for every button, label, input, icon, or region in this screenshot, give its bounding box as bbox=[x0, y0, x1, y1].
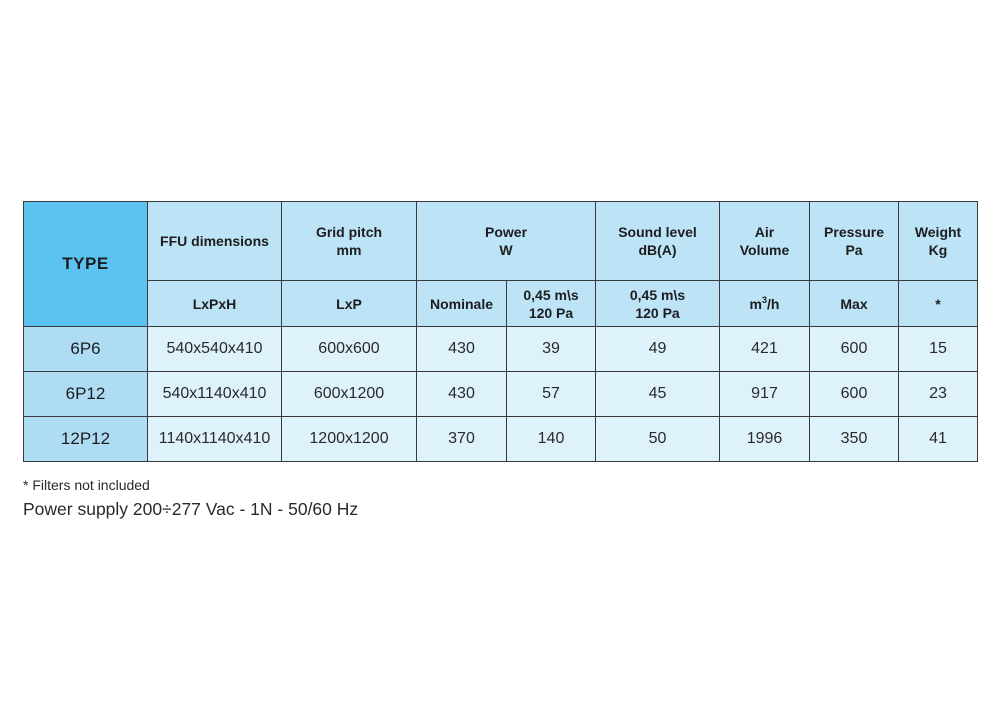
specifications-table bbox=[23, 201, 978, 462]
power-speed-cell: 57 bbox=[507, 372, 596, 417]
air-unit-tail: /h bbox=[767, 295, 780, 312]
type-header: TYPE bbox=[24, 202, 148, 327]
grid-cell: 1200x1200 bbox=[282, 417, 417, 462]
type-cell: 12P12 bbox=[24, 417, 148, 462]
grid-subheader: LxP bbox=[282, 281, 417, 327]
grid-pitch-unit: mm bbox=[336, 242, 362, 258]
weight-subheader: * bbox=[899, 281, 978, 327]
sound-cell: 50 bbox=[596, 417, 720, 462]
weight-label: Weight bbox=[914, 224, 962, 240]
power-speed-line-1: 0,45 m\s bbox=[523, 286, 579, 303]
filters-footnote: * Filters not included bbox=[23, 477, 150, 493]
weight-cell: 15 bbox=[899, 327, 978, 372]
power-speed-cell: 39 bbox=[507, 327, 596, 372]
power-nominal-cell: 430 bbox=[417, 327, 507, 372]
weight-unit: Kg bbox=[928, 242, 948, 258]
air-volume-label-2: Volume bbox=[739, 242, 790, 258]
ffu-cell: 1140x1140x410 bbox=[148, 417, 282, 462]
pressure-header bbox=[810, 202, 899, 281]
table-row bbox=[24, 327, 978, 372]
type-cell: 6P6 bbox=[24, 327, 148, 372]
ffu-cell: 540x540x410 bbox=[148, 327, 282, 372]
air-cell: 421 bbox=[720, 327, 810, 372]
power-nominal-cell: 430 bbox=[417, 372, 507, 417]
air-volume-header bbox=[720, 202, 810, 281]
table-header bbox=[24, 202, 978, 327]
grid-cell: 600x600 bbox=[282, 327, 417, 372]
sound-cell: 45 bbox=[596, 372, 720, 417]
power-nominal-cell: 370 bbox=[417, 417, 507, 462]
grid-pitch-header bbox=[282, 202, 417, 281]
ffu-cell: 540x1140x410 bbox=[148, 372, 282, 417]
sound-sub-line-1: 0,45 m\s bbox=[629, 286, 686, 303]
pressure-cell: 600 bbox=[810, 372, 899, 417]
power-speed-cell: 140 bbox=[507, 417, 596, 462]
power-unit: W bbox=[499, 242, 513, 258]
ffu-subheader: LxPxH bbox=[148, 281, 282, 327]
grid-cell: 600x1200 bbox=[282, 372, 417, 417]
power-supply-note: Power supply 200÷277 Vac - 1N - 50/60 Hz bbox=[23, 499, 359, 519]
grid-pitch-label: Grid pitch bbox=[315, 224, 383, 240]
pressure-subheader: Max bbox=[810, 281, 899, 327]
air-unit-sup: 3 bbox=[762, 294, 768, 305]
pressure-unit: Pa bbox=[845, 242, 863, 258]
sound-level-unit: dB(A) bbox=[638, 242, 677, 258]
sound-sub-line-2: 120 Pa bbox=[635, 304, 680, 321]
power-nominal-subheader: Nominale bbox=[417, 281, 507, 327]
header-row-sub bbox=[24, 281, 978, 327]
air-unit-base: m bbox=[749, 295, 762, 312]
table-body bbox=[24, 327, 978, 462]
power-speed-subheader bbox=[507, 281, 596, 327]
weight-header bbox=[899, 202, 978, 281]
sound-level-label: Sound level bbox=[618, 224, 697, 240]
weight-cell: 23 bbox=[899, 372, 978, 417]
pressure-cell: 350 bbox=[810, 417, 899, 462]
air-subheader bbox=[720, 281, 810, 327]
power-speed-line-2: 120 Pa bbox=[528, 304, 574, 321]
sound-level-header bbox=[596, 202, 720, 281]
table-row bbox=[24, 372, 978, 417]
table-row bbox=[24, 417, 978, 462]
pressure-cell: 600 bbox=[810, 327, 899, 372]
sound-cell: 49 bbox=[596, 327, 720, 372]
air-cell: 917 bbox=[720, 372, 810, 417]
pressure-label: Pressure bbox=[824, 224, 884, 240]
type-cell: 6P12 bbox=[24, 372, 148, 417]
sound-subheader bbox=[596, 281, 720, 327]
header-row-top bbox=[24, 202, 978, 281]
air-volume-label-1: Air bbox=[754, 224, 775, 240]
power-header bbox=[417, 202, 596, 281]
ffu-dimensions-header: FFU dimensions bbox=[148, 202, 282, 281]
power-label: Power bbox=[485, 224, 528, 240]
air-cell: 1996 bbox=[720, 417, 810, 462]
weight-cell: 41 bbox=[899, 417, 978, 462]
